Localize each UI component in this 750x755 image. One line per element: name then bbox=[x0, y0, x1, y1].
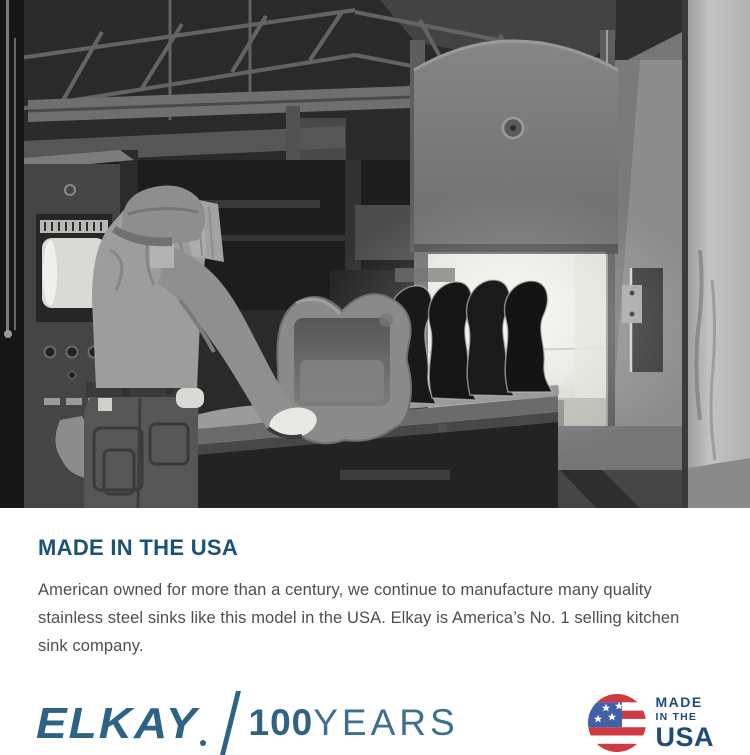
concrete-pillar bbox=[682, 0, 750, 508]
made-in-usa-section bbox=[0, 508, 750, 660]
elkay-wordmark: ELKAY bbox=[36, 698, 199, 748]
badge-line-usa: USA bbox=[655, 722, 714, 753]
sink-shells-dark bbox=[389, 280, 552, 404]
anniversary-number: 100 bbox=[248, 702, 314, 743]
elkay-100-years-logo bbox=[36, 691, 459, 755]
section-body-text: American owned for more than a century, we continue to manufacture many quality stainless steel sinks like this model in the USA. Elkay is America’s No. 1 selling kitchen sink company. bbox=[38, 581, 680, 655]
registered-mark-dot bbox=[200, 740, 206, 746]
anniversary-years-label: YEARS bbox=[313, 702, 459, 743]
made-in-usa-badge-text bbox=[655, 695, 714, 752]
us-flag-icon bbox=[588, 694, 646, 752]
badge-line-made: MADE bbox=[655, 693, 703, 710]
made-in-usa-badge bbox=[588, 694, 714, 752]
section-heading: MADE IN THE USA bbox=[38, 535, 239, 560]
badge-line-in-the: IN THE bbox=[655, 710, 698, 723]
anniversary-lockup bbox=[249, 702, 459, 744]
footer bbox=[0, 691, 750, 755]
slash-divider bbox=[220, 691, 241, 755]
